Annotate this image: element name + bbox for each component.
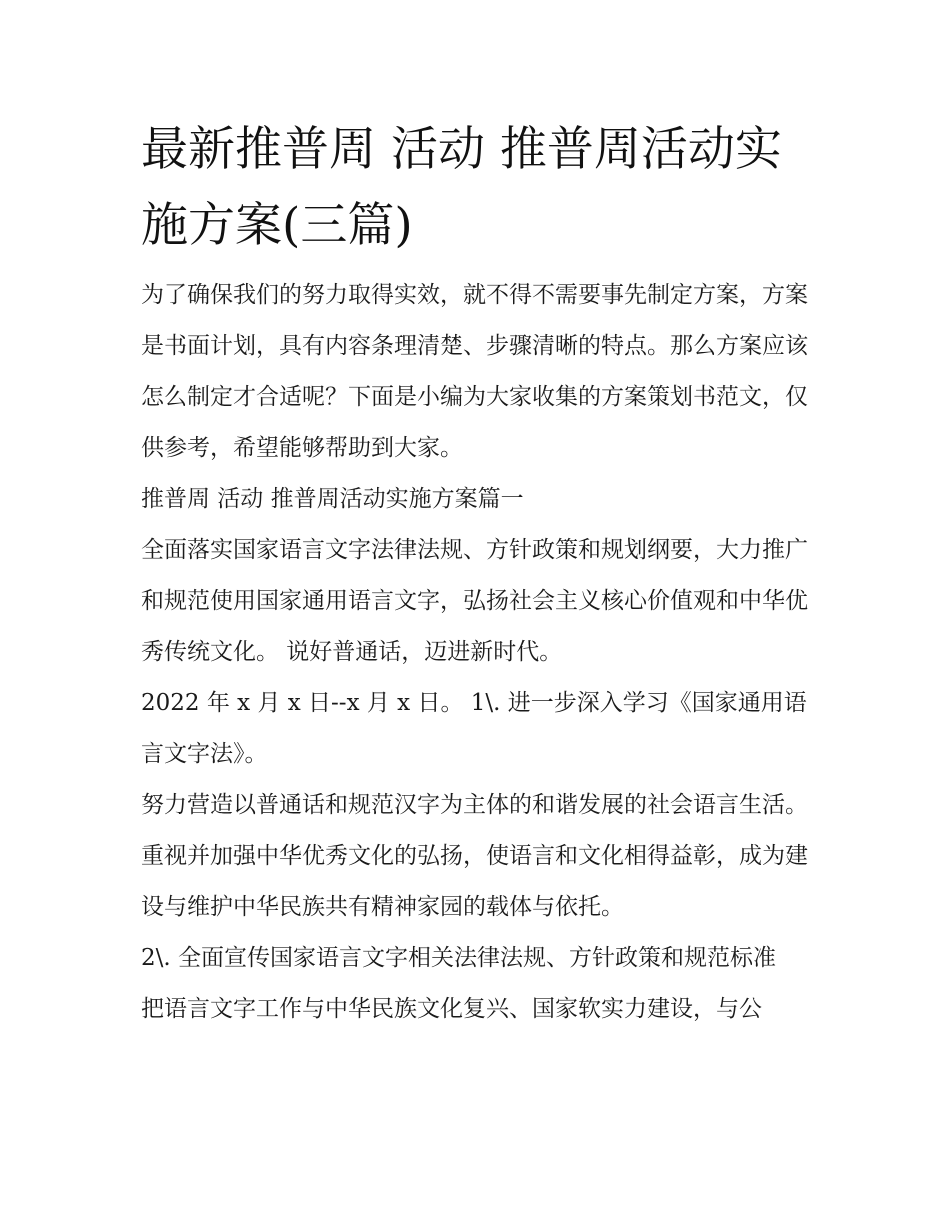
body-paragraph: 2\. 全面宣传国家语言文字相关法律法规、方针政策和规范标准: [141, 945, 777, 971]
section-heading: 推普周 活动 推普周活动实施方案篇一: [141, 486, 524, 512]
body-paragraph: 努力营造以普通话和规范汉字为主体的和谐发展的社会语言生活。重视并加强中华优秀文化的弘扬，使语言和文化相得益彰，成为建设与维护中华民族共有精神家园的载体与依托。: [141, 792, 808, 920]
intro-paragraph: 为了确保我们的努力取得实效，就不得不需要事先制定方案，方案是书面计划，具有内容条理清楚、步骤清晰的特点。那么方案应该怎么制定才合适呢？下面是小编为大家收集的方案策划书范文，仅供参考，希望能够帮助到大家。: [141, 282, 808, 461]
document-title: 最新推普周 活动 推普周活动实施方案(三篇): [141, 122, 782, 253]
body-paragraph: 全面落实国家语言文字法律法规、方针政策和规划纲要，大力推广和规范使用国家通用语言文字，弘扬社会主义核心价值观和中华优秀传统文化。 说好普通话，迈进新时代。: [141, 537, 808, 665]
body-paragraph: 把语言文字工作与中华民族文化复兴、国家软实力建设，与公: [141, 996, 762, 1022]
body-paragraph: 2022 年 x 月 x 日--x 月 x 日。 1\. 进一步深入学习《国家通用语言文字法》。: [141, 690, 807, 767]
document-body: [141, 112, 813, 1035]
